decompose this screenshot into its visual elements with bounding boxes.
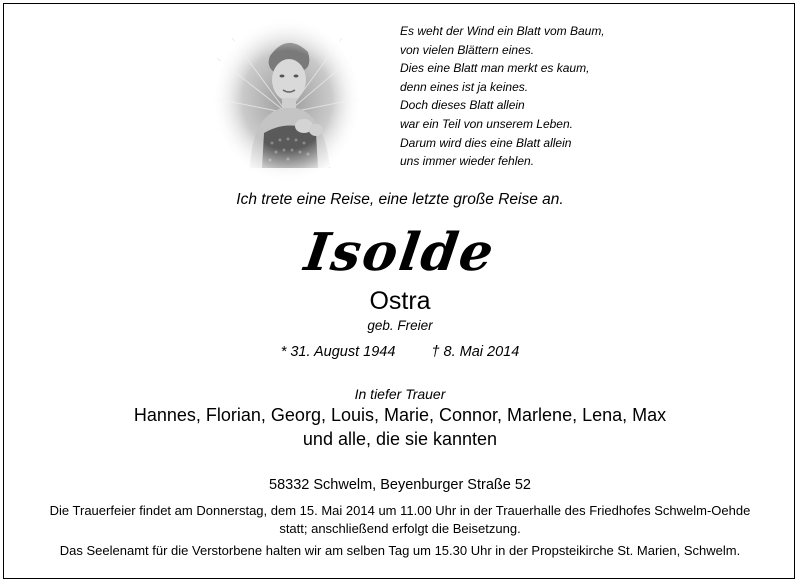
intro-quote: Ich trete eine Reise, eine letzte große Reise an. xyxy=(236,191,564,208)
requiem-info-line: Das Seelenamt für die Verstorbene halten wir am selben Tag um 15.30 Uhr in der Propsteikirche St. Marien, Schwelm. xyxy=(59,543,741,558)
mourning-heading: In tiefer Trauer xyxy=(354,386,446,402)
poem-line: Dies eine Blatt man merkt es kaum, xyxy=(400,61,590,76)
memorial-poem xyxy=(400,22,760,171)
portrait-photo xyxy=(212,18,362,183)
service-info-line: Die Trauerfeier findet am Donnerstag, dem 15. Mai 2014 um 11.00 Uhr in der Trauerhalle des Friedhofes Schwelm-Oehde xyxy=(49,503,751,518)
service-info-line: statt; anschließend erfolgt die Beisetzung. xyxy=(279,521,521,536)
poem-line: Es weht der Wind ein Blatt vom Baum, xyxy=(400,24,605,38)
poem-line: uns immer wieder fehlen. xyxy=(400,154,535,169)
birth-date: * 31. August 1944 xyxy=(280,344,396,360)
poem-line: war ein Teil von unserem Leben. xyxy=(400,116,573,131)
mourner-names: Hannes, Florian, Georg, Louis, Marie, Connor, Marlene, Lena, Max xyxy=(133,405,667,425)
maiden-name: geb. Freier xyxy=(367,318,433,333)
deceased-first-name: Isolde xyxy=(300,222,500,283)
poem-line: Doch dieses Blatt allein xyxy=(400,98,525,113)
death-date: † 8. Mai 2014 xyxy=(431,344,520,360)
poem-line: Darum wird dies eine Blatt allein xyxy=(400,135,572,150)
deceased-surname: Ostra xyxy=(369,287,431,315)
mourner-others: und alle, die sie kannten xyxy=(302,429,498,449)
family-address: 58332 Schwelm, Beyenburger Straße 52 xyxy=(269,477,531,493)
poem-line: von vielen Blättern eines. xyxy=(400,42,535,57)
poem-line: denn eines ist ja keines. xyxy=(400,79,529,94)
life-dates xyxy=(0,344,800,360)
